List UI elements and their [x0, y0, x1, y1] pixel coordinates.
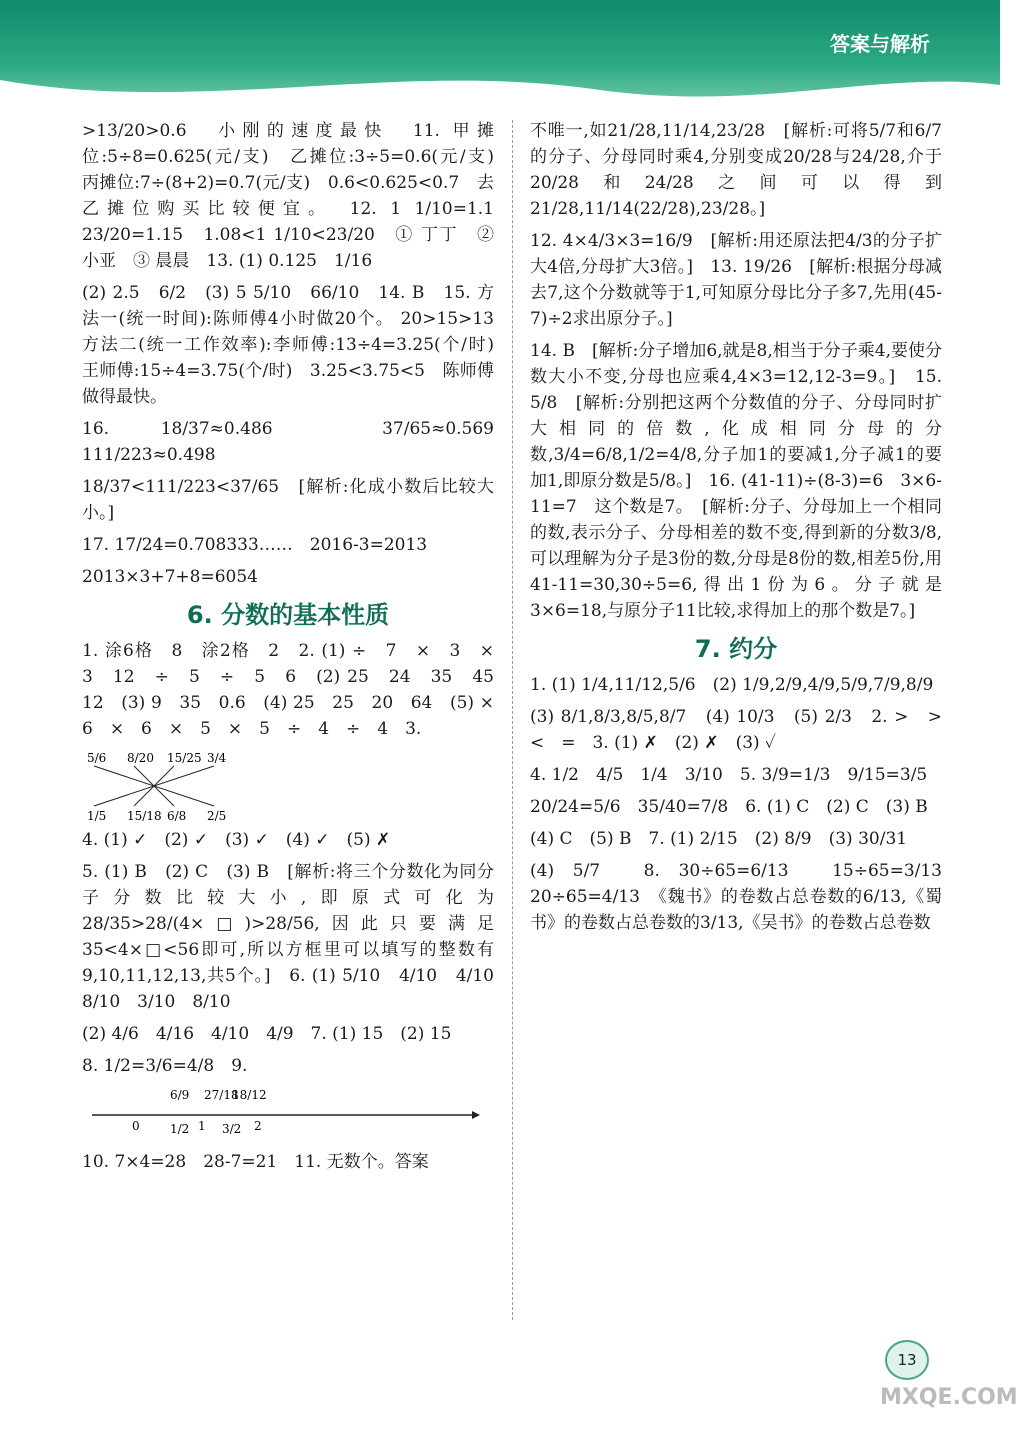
- header-title: 答案与解析: [830, 32, 930, 56]
- answer-line: 2013×3+7+8=6054: [82, 567, 258, 587]
- number-line: [82, 1085, 482, 1145]
- left-column: [82, 118, 511, 1181]
- number-line-label: 3/2: [222, 1122, 242, 1136]
- number-line-label: 1/2: [170, 1122, 190, 1136]
- answer-line: 4. 1/2 4/5 1/4 3/10 5. 3/9=1/3 9/15=3/5: [530, 765, 928, 785]
- answer-line: 14. B [解析:分子增加6,就是8,相当于分子乘4,要使分数大小不变,分母也应乘4,4×3=12,12-3=9。] 15. 5/8 [解析:分别把这两个分数值的分子、分母同时扩大相同的倍数,化成相同分母的分数,3/4=6/8,1/2=4/8,分子加1的要减1,分子减1的要加1,即原分数是5/8。] 16. (41-11)÷(8-3)=6 3×6-11=7 这个数是7。 [解析:分子、分母加上一个相同的数,表示分子、分母相差的数不变,得到新的分数3/8,可以理解为分子是3份的数,分母是8份的数,相差5份,用41-11=30,30÷5=6,得出1份为6。分子就是3×6=18,与原分子11比较,求得加上的那个数是7。]: [530, 341, 942, 621]
- number-line-label: 27/18: [204, 1088, 239, 1102]
- match-top-label: 5/6: [87, 751, 107, 765]
- answer-line: 5. (1) B (2) C (3) B [解析:将三个分数化为同分子分数比较大小,即原式可化为28/35>28/(4×□)>28/56,因此只要满足35<4×□<56即可,所以方框里可以填写的整数有9,10,11,12,13,共5个。] 6. (1) 5/10 4/10 4/10 8/10 3/10 8/10: [82, 862, 511, 1012]
- answer-line: 17. 17/24=0.708333…… 2016-3=2013: [82, 535, 428, 555]
- answer-line: 4. (1) ✓ (2) ✓ (3) ✓ (4) ✓ (5) ✗: [82, 830, 391, 850]
- match-top-label: 15/25: [167, 751, 202, 765]
- answer-line: 1. (1) 1/4,11/12,5/6 (2) 1/9,2/9,4/9,5/9,7/9,8/9: [530, 675, 934, 695]
- column-divider: [512, 120, 513, 1320]
- answer-line: 18/37<111/223<37/65 [解析:化成小数后比较大小。]: [82, 477, 494, 523]
- answer-line: 不唯一,如21/28,11/14,23/28 [解析:可将5/7和6/7的分子、分母同时乘4,分别变成20/28与24/28,介于20/28和24/28之间可以得到21/28,11/14(22/28),23/28。]: [530, 121, 942, 219]
- number-line-label: 6/9: [170, 1088, 190, 1102]
- number-line-label: 2: [254, 1119, 262, 1133]
- watermark: MXQE.COM: [880, 1385, 1018, 1410]
- section-title-6: 6. 分数的基本性质: [186, 601, 390, 629]
- right-column: [530, 118, 959, 942]
- answer-line: (4) 5/7 8. 30÷65=6/13 15÷65=3/13 20÷65=4/13 《魏书》的卷数占总卷数的6/13,《蜀书》的卷数占总卷数的3/13,《吴书》的卷数占总卷数: [530, 861, 959, 933]
- match-bottom-label: 15/18: [127, 809, 162, 823]
- number-line-label: 1: [198, 1119, 206, 1133]
- answer-line: 1. 涂6格 8 涂2格 2 2. (1) ÷ 7 × 3 × 3 12 ÷ 5 ÷ 5 6 (2) 25 24 35 45 12 (3) 9 35 0.6 (4) 25 25 20 64 (5) × 6 × 6 × 5 × 5 ÷ 4 ÷ 4 3.: [82, 641, 511, 739]
- match-bottom-label: 2/5: [207, 809, 227, 823]
- page-number: 13: [885, 1340, 929, 1380]
- match-bottom-label: 1/5: [87, 809, 107, 823]
- answer-line: >13/20>0.6 小刚的速度最快 11. 甲摊位:5÷8=0.625(元/支) 乙摊位:3÷5=0.6(元/支) 丙摊位:7÷(8+2)=0.7(元/支) 0.6<0.625<0.7 去乙摊位购买比较便宜。 12. 1 1/10=1.1 23/20=1.15 1.08<1 1/10<23/20 ① 丁丁 ② 小亚 ③ 晨晨 13. (1) 0.125 1/16: [82, 121, 511, 271]
- answer-line: 10. 7×4=28 28-7=21 11. 无数个。答案: [82, 1152, 429, 1172]
- section-title-7: 7. 约分: [694, 635, 778, 663]
- answer-line: 16. 18/37≈0.486 37/65≈0.569 111/223≈0.498: [82, 419, 511, 465]
- answer-line: 20/24=5/6 35/40=7/8 6. (1) C (2) C (3) B: [530, 797, 928, 817]
- answer-line: (2) 2.5 6/2 (3) 5 5/10 66/10 14. B 15. 方法一(统一时间):陈师傅4小时做20个。 20>15>13 方法二(统一工作效率):李师傅:13÷4=3.25(个/时) 王师傅:15÷4=3.75(个/时) 3.25<3.75<5 陈师傅做得最快。: [82, 283, 511, 407]
- number-line-arrow: [472, 1111, 480, 1119]
- number-line-label: 18/12: [232, 1088, 267, 1102]
- matching-diagram: [82, 748, 262, 823]
- match-top-label: 8/20: [127, 751, 154, 765]
- page-header: [0, 0, 1000, 105]
- number-line-label: 0: [132, 1119, 140, 1133]
- answer-line: (2) 4/6 4/16 4/10 4/9 7. (1) 15 (2) 15: [82, 1024, 452, 1044]
- header-wave-decoration: [0, 60, 1000, 110]
- answer-line: 12. 4×4/3×3=16/9 [解析:用还原法把4/3的分子扩大4倍,分母扩大3倍。] 13. 19/26 [解析:根据分母减去7,这个分数就等于1,可知原分母比分子多7,先用(45-7)÷2求出原分子。]: [530, 231, 942, 329]
- match-top-label: 3/4: [207, 751, 227, 765]
- answer-line: 8. 1/2=3/6=4/8 9.: [82, 1056, 248, 1076]
- answer-line: (4) C (5) B 7. (1) 2/15 (2) 8/9 (3) 30/31: [530, 829, 908, 849]
- match-bottom-label: 6/8: [167, 809, 187, 823]
- answer-line: (3) 8/1,8/3,8/5,8/7 (4) 10/3 (5) 2/3 2. > > < = 3. (1) ✗ (2) ✗ (3) ✓: [530, 707, 959, 753]
